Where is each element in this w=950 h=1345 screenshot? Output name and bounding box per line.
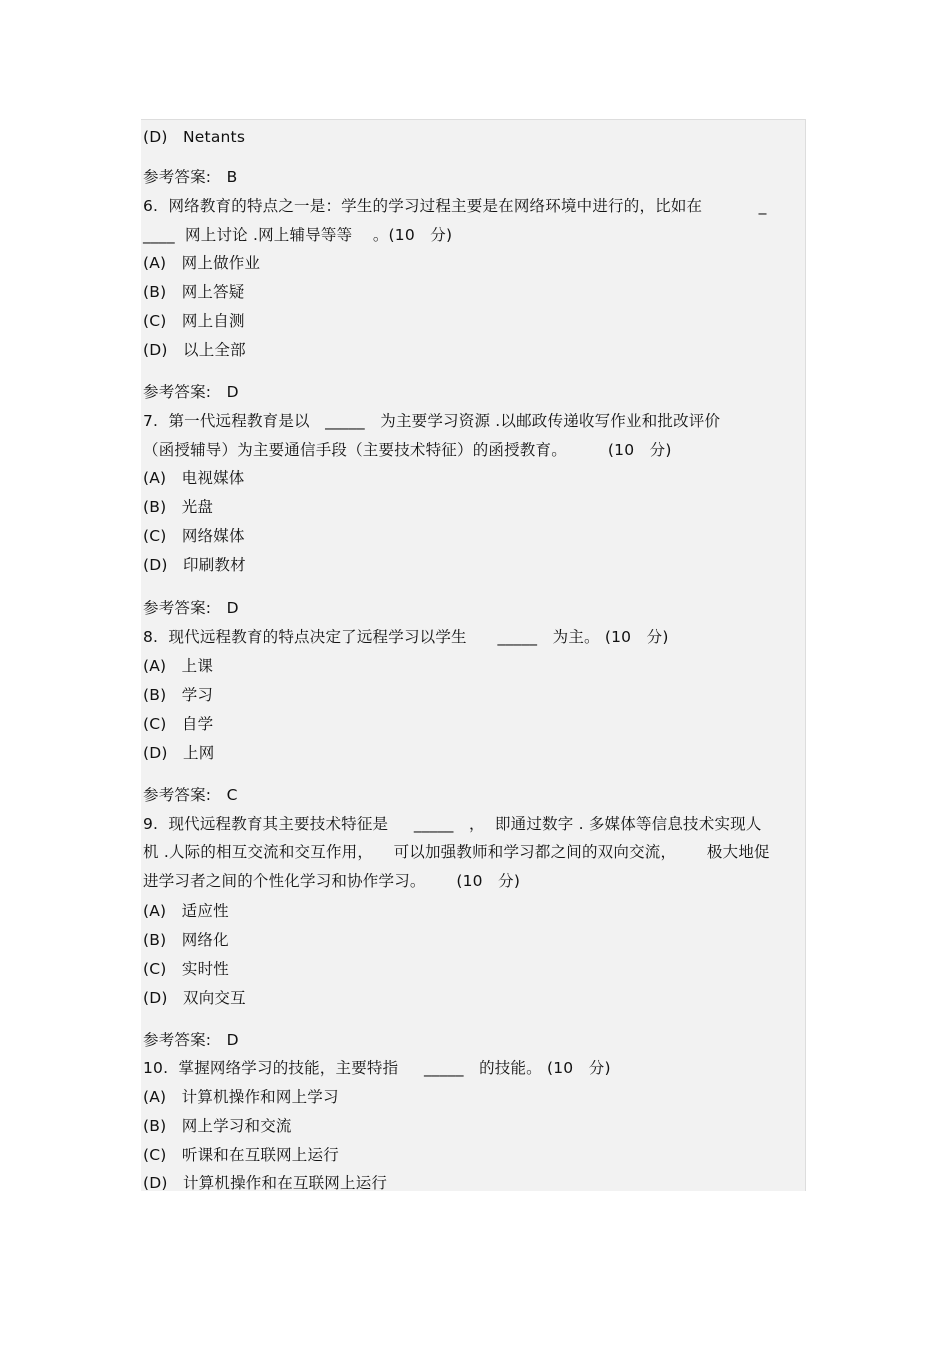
question-7-line-1: 7. 第一代远程教育是以 _____ 为主要学习资源 .以邮政传递收写作业和批改评价 (143, 412, 721, 430)
question-7-line-2: （函授辅导）为主要通信手段（主要技术特征）的函授教育。 (10 分) (143, 441, 672, 459)
question-6-line-2: ____ 网上讨论 .网上辅导等等 。(10 分) (143, 226, 453, 244)
option-b-q6: (B) 网上答疑 (143, 283, 245, 301)
document-page-panel (141, 119, 806, 1191)
option-b-q7: (B) 光盘 (143, 498, 214, 516)
option-c-q6: (C) 网上自测 (143, 312, 245, 330)
option-d-q6: (D) 以上全部 (143, 341, 246, 359)
option-a-q6: (A) 网上做作业 (143, 254, 261, 272)
option-a-q10: (A) 计算机操作和网上学习 (143, 1088, 339, 1106)
question-10-line-1: 10. 掌握网络学习的技能，主要特指 _____ 的技能。 (10 分) (143, 1059, 611, 1077)
question-6-line-1: 6. 网络教育的特点之一是：学生的学习过程主要是在网络环境中进行的，比如在 _ (143, 197, 767, 215)
option-a-q7: (A) 电视媒体 (143, 469, 245, 487)
answer-q8: 参考答案: C (143, 786, 238, 804)
question-9-line-3: 进学习者之间的个性化学习和协作学习。 (10 分) (143, 872, 521, 890)
option-d-q9: (D) 双向交互 (143, 989, 246, 1007)
option-a-q9: (A) 适应性 (143, 902, 229, 920)
option-d-q8: (D) 上网 (143, 744, 215, 762)
option-d-q7: (D) 印刷教材 (143, 556, 246, 574)
answer-q9: 参考答案: D (143, 1031, 239, 1049)
option-a-q8: (A) 上课 (143, 657, 214, 675)
option-c-q7: (C) 网络媒体 (143, 527, 245, 545)
option-b-q10: (B) 网上学习和交流 (143, 1117, 292, 1135)
question-8-line-1: 8. 现代远程教育的特点决定了远程学习以学生 _____ 为主。 (10 分) (143, 628, 669, 646)
option-c-q10: (C) 听课和在互联网上运行 (143, 1146, 339, 1164)
option-c-q9: (C) 实时性 (143, 960, 229, 978)
answer-q7: 参考答案: D (143, 599, 239, 617)
option-d-q10: (D) 计算机操作和在互联网上运行 (143, 1174, 388, 1192)
question-9-line-1: 9. 现代远程教育其主要技术特征是 _____ ， 即通过数字 . 多媒体等信息技术实现人 (143, 815, 762, 833)
option-c-q8: (C) 自学 (143, 715, 214, 733)
option-d-q5: (D) Netants (143, 128, 246, 146)
answer-q5: 参考答案: B (143, 168, 238, 186)
option-b-q9: (B) 网络化 (143, 931, 229, 949)
question-9-line-2: 机 .人际的相互交流和交互作用， 可以加强教师和学习都之间的双向交流， 极大地促 (143, 843, 770, 861)
option-b-q8: (B) 学习 (143, 686, 214, 704)
answer-q6: 参考答案: D (143, 383, 239, 401)
